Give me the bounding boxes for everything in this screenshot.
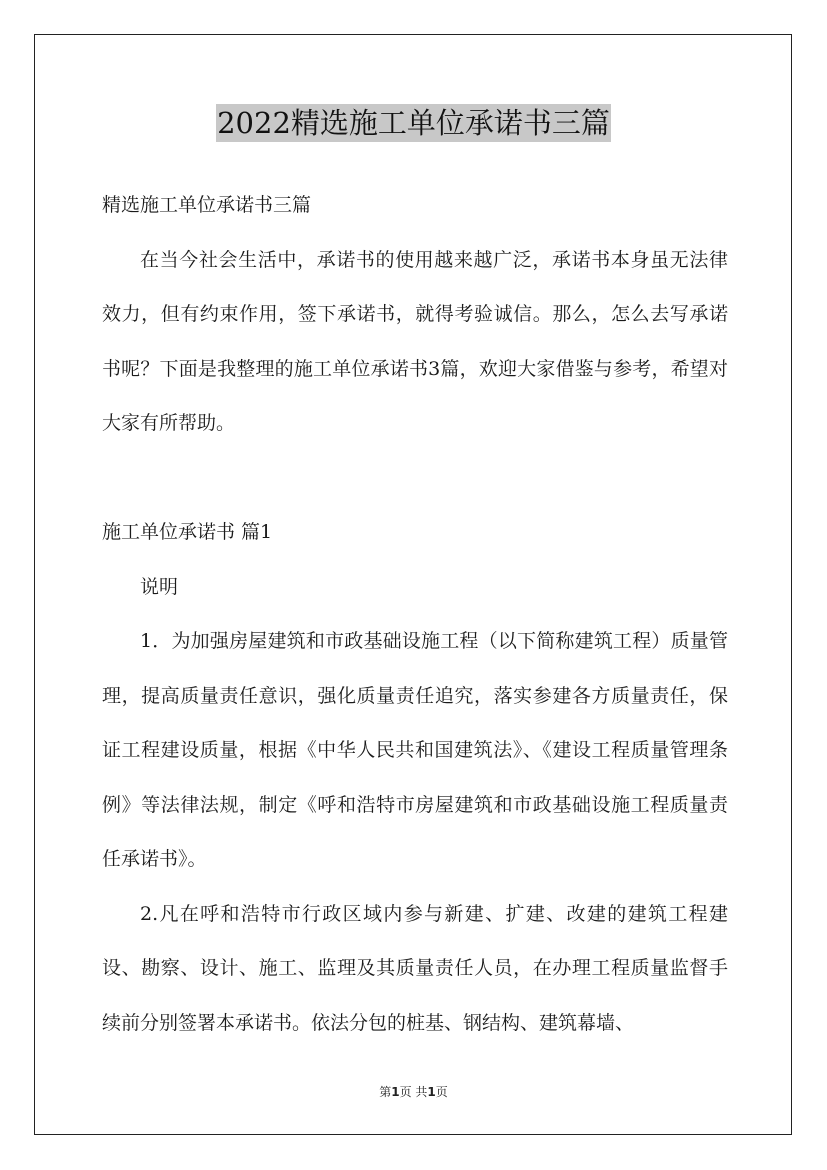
footer-middle: 页 共 [399, 1085, 428, 1099]
intro-paragraph: 在当今社会生活中，承诺书的使用越来越广泛，承诺书本身虽无法律效力，但有约束作用，签下承诺书，就得考验诚信。那么，怎么去写承诺书呢？下面是我整理的施工单位承诺书3篇，欢迎大家借鉴与参考，希望对大家有所帮助。 [102, 248, 728, 434]
document-subtitle: 精选施工单位承诺书三篇 [102, 194, 312, 216]
blank-line [102, 451, 728, 506]
footer-suffix: 页 [435, 1085, 448, 1099]
page-footer [0, 1083, 827, 1100]
footer-total-pages: 1 [427, 1085, 436, 1099]
footer-page-number: 1 [391, 1085, 400, 1099]
body-paragraph-2: 2.凡在呼和浩特市行政区域内参与新建、扩建、改建的建筑工程建设、勘察、设计、施工、监理及其质量责任人员，在办理工程质量监督手续前分别签署本承诺书。依法分包的桩基、钢结构、建筑幕墙、 [102, 902, 728, 1034]
document-body [102, 178, 728, 1050]
title-container [0, 104, 827, 142]
body-paragraph-1: 1．为加强房屋建筑和市政基础设施工程（以下简称建筑工程）质量管理，提高质量责任意识，强化质量责任追究，落实参建各方质量责任，保证工程建设质量，根据《中华人民共和国建筑法》、《建设工程质量管理条例》等法律法规，制定《呼和浩特市房屋建筑和市政基础设施工程质量责任承诺书》。 [102, 630, 728, 870]
footer-prefix: 第 [379, 1085, 392, 1099]
document-title: 2022精选施工单位承诺书三篇 [217, 106, 610, 140]
section-heading: 施工单位承诺书 篇1 [102, 521, 273, 543]
section-label: 说明 [140, 575, 179, 598]
